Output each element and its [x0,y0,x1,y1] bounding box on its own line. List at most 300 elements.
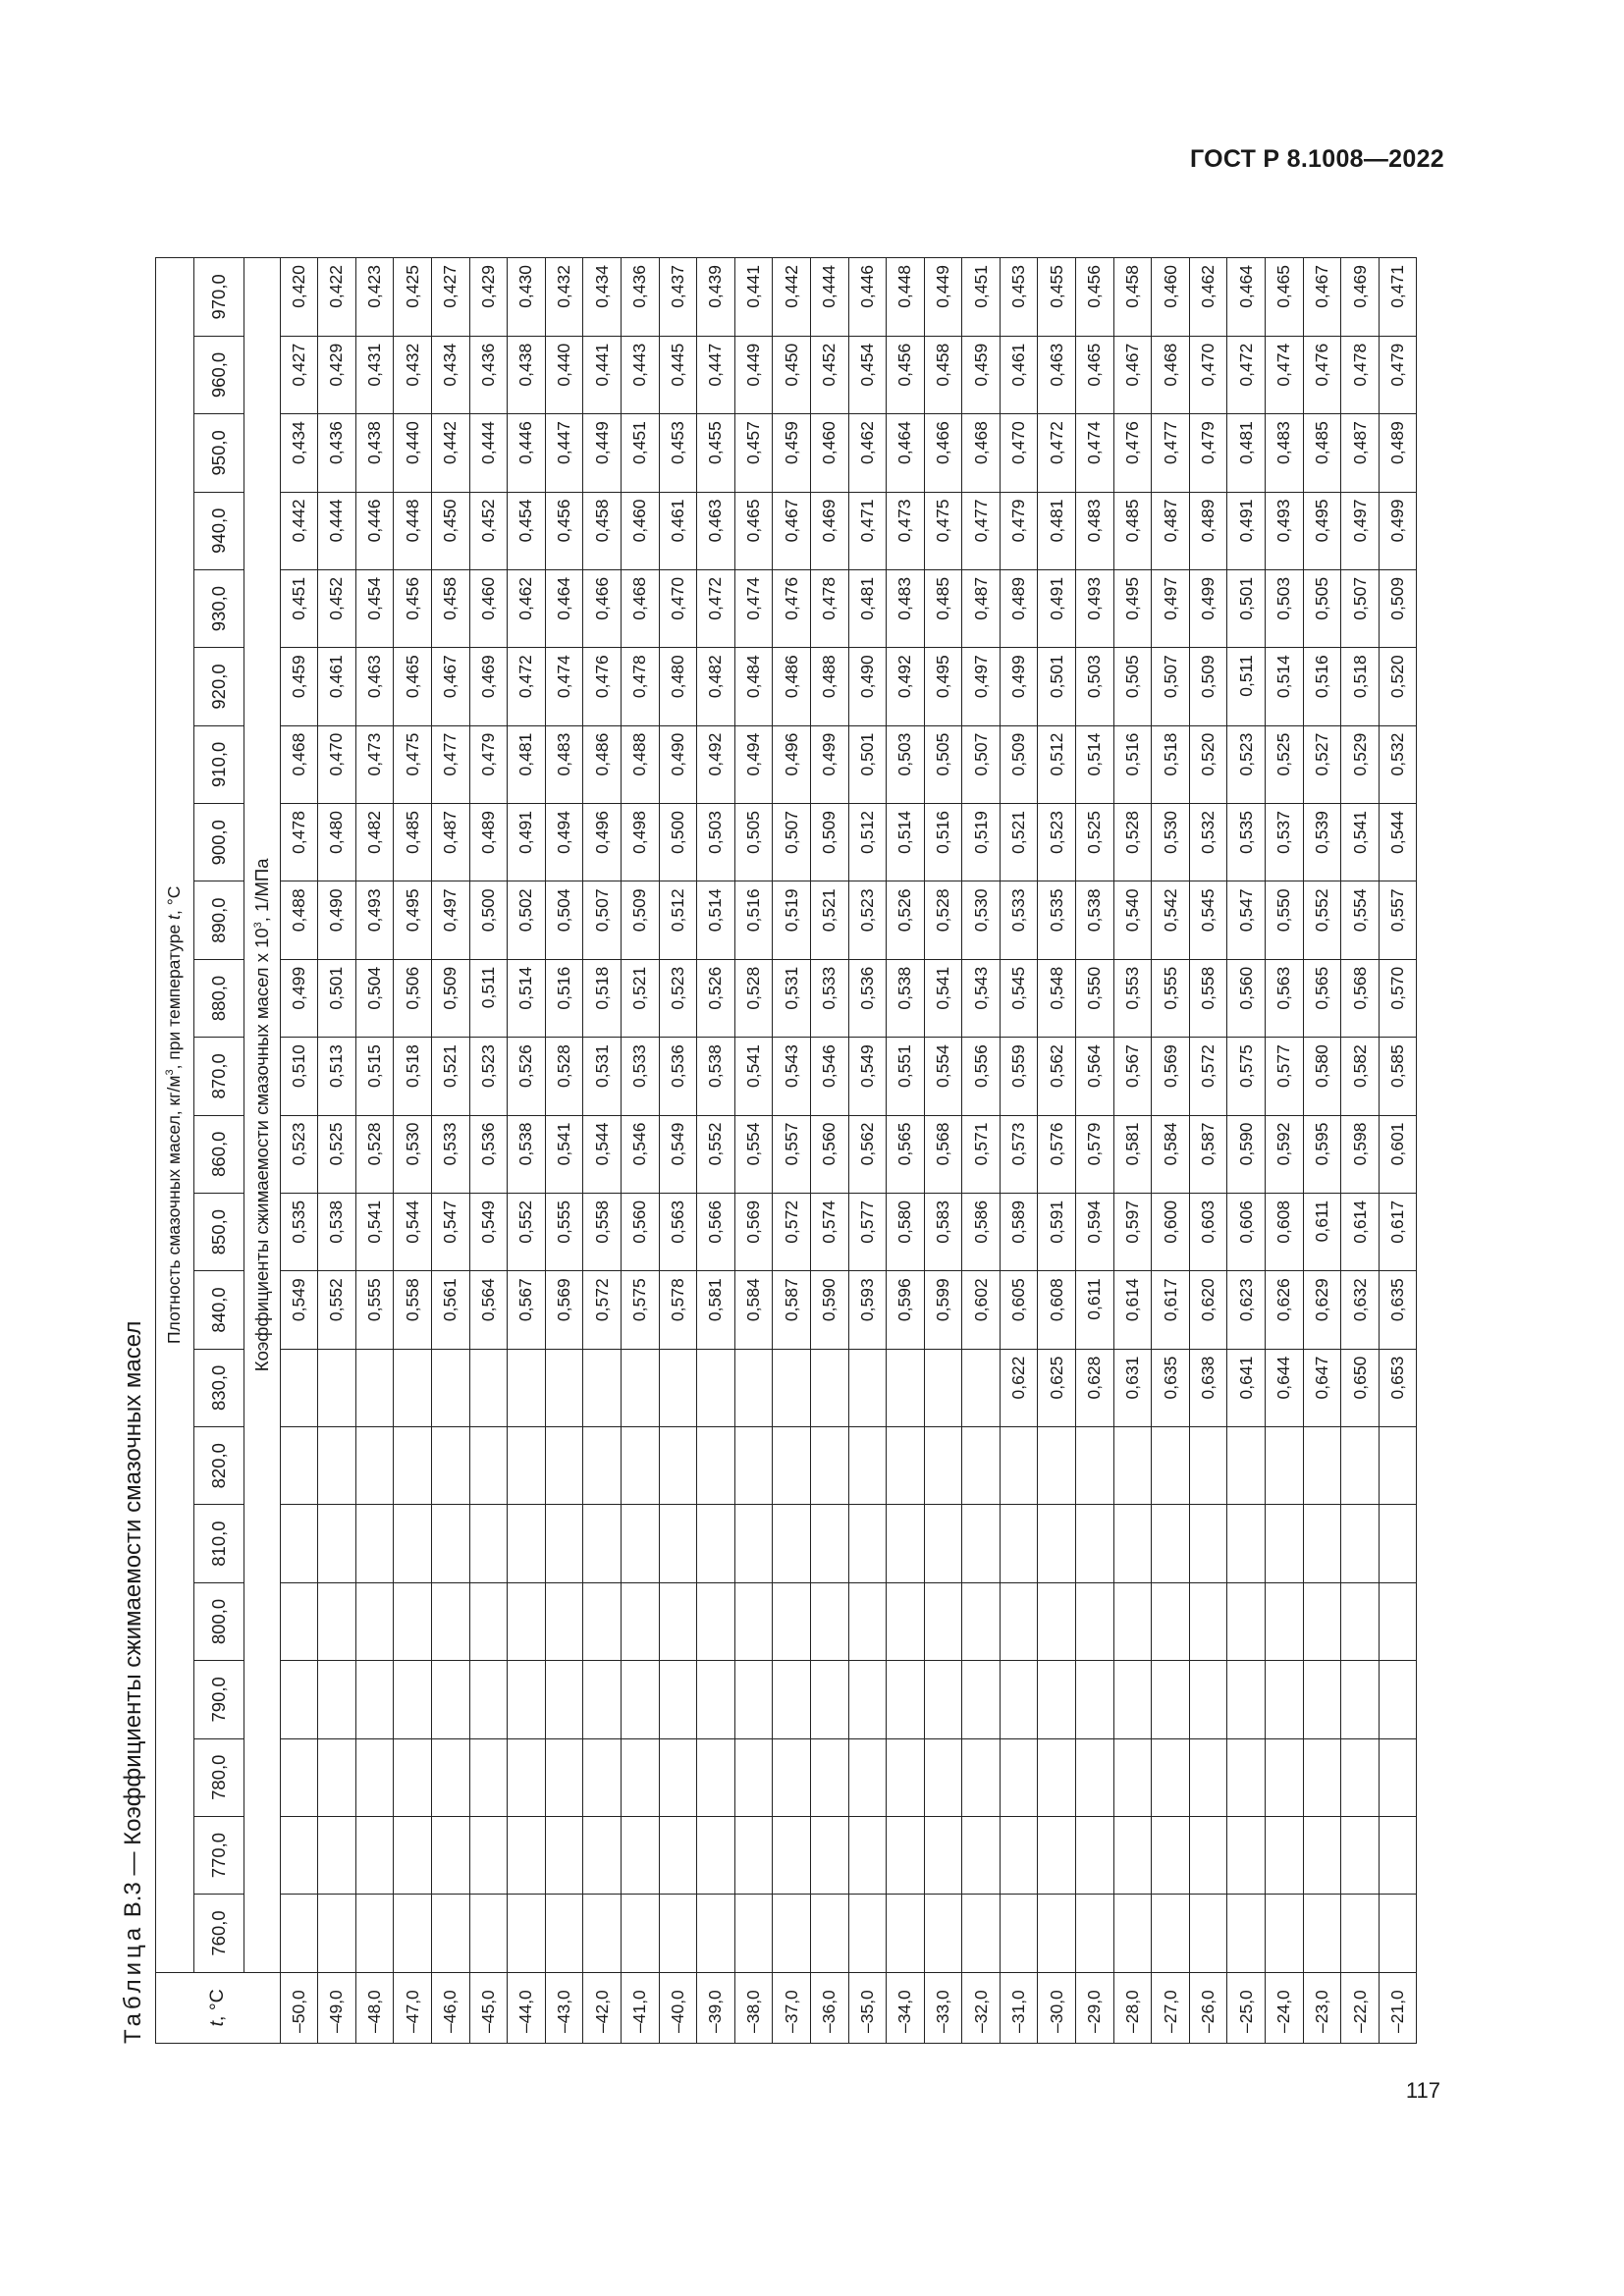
coefficient-cell: 0,585 [1379,1038,1417,1115]
coefficient-cell: 0,549 [659,1115,697,1193]
coefficient-cell: 0,509 [1189,648,1227,725]
coefficient-cell: 0,526 [508,1038,546,1115]
coefficient-cell: 0,502 [508,881,546,959]
coefficient-cell [848,1816,887,1894]
coefficient-cell: 0,466 [583,569,622,647]
coefficient-cell [1000,1738,1038,1816]
coefficient-cell [659,1895,697,1972]
coefficient-cell: 0,460 [469,569,508,647]
coefficient-cell: 0,641 [1227,1349,1266,1426]
coefficient-cell: 0,545 [1000,959,1038,1037]
page-number: 117 [1405,2078,1440,2103]
temperature-cell: –42,0 [583,1972,622,2043]
temperature-cell: –37,0 [773,1972,811,2043]
coefficient-cell: 0,464 [1227,258,1266,337]
table-row [1227,258,1266,2044]
coefficient-cell: 0,510 [280,1038,318,1115]
coefficient-cell: 0,460 [621,492,659,569]
coefficient-cell [1000,1582,1038,1660]
coefficient-cell: 0,507 [1341,569,1380,647]
coefficient-cell [318,1349,356,1426]
coefficient-cell: 0,523 [848,881,887,959]
table-row [545,258,583,2044]
coefficient-cell [355,1816,394,1894]
coefficient-cell: 0,569 [734,1193,773,1270]
coefficient-cell [773,1738,811,1816]
coefficient-cell [621,1895,659,1972]
coefficient-cell: 0,509 [1000,725,1038,803]
coefficient-cell: 0,509 [810,804,848,881]
temperature-cell: –23,0 [1303,1972,1341,2043]
table-row [508,258,546,2044]
coefficient-cell: 0,558 [1189,959,1227,1037]
coefficient-cell: 0,454 [355,569,394,647]
coefficient-cell: 0,566 [697,1193,735,1270]
header-row-coeff [244,258,280,2044]
coefficient-cell: 0,427 [280,336,318,413]
coefficient-cell: 0,491 [1038,569,1076,647]
coefficient-cell [469,1738,508,1816]
coefficient-cell: 0,471 [1379,258,1417,337]
coefficient-cell: 0,564 [1076,1038,1114,1115]
coefficient-cell: 0,479 [1379,336,1417,413]
coefficient-cell [1341,1738,1380,1816]
coefficient-cell: 0,531 [773,959,811,1037]
coefficient-cell: 0,554 [734,1115,773,1193]
coefficient-cell: 0,488 [280,881,318,959]
coefficient-cell: 0,595 [1303,1115,1341,1193]
coefficient-cell: 0,564 [469,1271,508,1349]
coefficient-cell [697,1582,735,1660]
coefficient-cell: 0,452 [810,336,848,413]
coefficient-cell: 0,487 [1341,414,1380,492]
coefficient-cell: 0,518 [1341,648,1380,725]
coefficient-cell: 0,535 [1038,881,1076,959]
coefficient-cell: 0,468 [1152,336,1190,413]
coefficient-cell [621,1816,659,1894]
coefficient-cell: 0,457 [734,414,773,492]
table-row [621,258,659,2044]
coefficient-cell: 0,526 [697,959,735,1037]
coefficient-cell: 0,450 [431,492,469,569]
coefficient-cell [1038,1738,1076,1816]
table-row [962,258,1001,2044]
coefficient-cell: 0,592 [1266,1115,1304,1193]
coefficient-cell: 0,495 [394,881,432,959]
coefficient-cell: 0,444 [469,414,508,492]
coefficient-cell: 0,442 [773,258,811,337]
coefficient-cell: 0,540 [1113,881,1152,959]
coefficient-cell [924,1895,962,1972]
coefficient-cell [469,1427,508,1505]
coefficient-cell: 0,441 [734,258,773,337]
temperature-cell: –39,0 [697,1972,735,2043]
coefficient-cell: 0,538 [887,959,925,1037]
coefficient-cell [848,1349,887,1426]
coefficient-cell [734,1349,773,1426]
coefficient-cell [848,1738,887,1816]
temperature-cell: –22,0 [1341,1972,1380,2043]
coefficient-cell: 0,495 [1113,569,1152,647]
coefficient-cell: 0,547 [1227,881,1266,959]
coefficient-cell [355,1427,394,1505]
coefficient-cell [431,1427,469,1505]
coefficient-cell: 0,463 [1038,336,1076,413]
temperature-cell: –21,0 [1379,1972,1417,2043]
coefficient-cell: 0,497 [431,881,469,959]
coefficient-cell: 0,436 [621,258,659,337]
coefficient-cell: 0,518 [394,1038,432,1115]
coefficient-cell: 0,446 [508,414,546,492]
coefficient-cell: 0,590 [1227,1115,1266,1193]
coefficient-cell [962,1738,1001,1816]
temperature-cell: –27,0 [1152,1972,1190,2043]
coefficient-cell: 0,562 [1038,1038,1076,1115]
coefficient-cell [318,1816,356,1894]
coefficient-cell [1303,1816,1341,1894]
coefficient-cell [887,1661,925,1738]
coefficient-cell [431,1738,469,1816]
coefficient-cell: 0,514 [1076,725,1114,803]
coefficient-cell: 0,512 [1038,725,1076,803]
coefficient-cell: 0,473 [355,725,394,803]
coefficient-cell [1152,1661,1190,1738]
temperature-cell: –50,0 [280,1972,318,2043]
temperature-cell: –48,0 [355,1972,394,2043]
coefficient-cell: 0,567 [1113,1038,1152,1115]
coefficient-cell [1038,1816,1076,1894]
coefficient-cell [1303,1661,1341,1738]
coefficient-cell: 0,520 [1379,648,1417,725]
coefficient-cell: 0,477 [1152,414,1190,492]
coefficient-cell [848,1661,887,1738]
coefficient-cell: 0,472 [1038,414,1076,492]
coefficient-cell [469,1505,508,1582]
coefficient-cell: 0,442 [280,492,318,569]
coefficient-cell: 0,493 [1076,569,1114,647]
coefficient-cell [659,1427,697,1505]
coefficient-cell: 0,484 [734,648,773,725]
coefficient-cell [280,1505,318,1582]
coefficient-cell: 0,499 [1379,492,1417,569]
coefficient-cell: 0,535 [1227,804,1266,881]
coefficient-cell: 0,544 [1379,804,1417,881]
coefficient-cell: 0,532 [1379,725,1417,803]
density-7: 830,0 [193,1349,244,1426]
coefficient-cell [431,1582,469,1660]
coefficient-cell: 0,463 [697,492,735,569]
coefficient-cell: 0,503 [887,725,925,803]
coefficient-cell [1076,1661,1114,1738]
coefficient-cell [431,1816,469,1894]
coefficient-cell [1076,1738,1114,1816]
coefficient-cell: 0,590 [810,1271,848,1349]
coefficient-cell: 0,486 [773,648,811,725]
coefficient-cell: 0,430 [508,258,546,337]
coefficient-cell: 0,523 [1227,725,1266,803]
coefficient-cell: 0,512 [848,804,887,881]
coefficient-cell: 0,434 [431,336,469,413]
coefficient-cell [469,1816,508,1894]
coefficient-cell [962,1427,1001,1505]
coefficient-cell [848,1427,887,1505]
table-row [1266,258,1304,2044]
coefficient-cell: 0,464 [545,569,583,647]
coefficient-cell: 0,481 [848,569,887,647]
coefficient-cell: 0,611 [1303,1193,1341,1270]
coefficient-cell: 0,515 [355,1038,394,1115]
coefficient-cell [887,1895,925,1972]
coefficient-cell: 0,462 [848,414,887,492]
coefficient-cell [1266,1505,1304,1582]
temperature-cell: –31,0 [1000,1972,1038,2043]
coefficient-cell [773,1895,811,1972]
coefficient-cell: 0,581 [697,1271,735,1349]
coefficient-cell [848,1582,887,1660]
coefficient-cell: 0,446 [355,492,394,569]
coefficient-cell: 0,614 [1113,1271,1152,1349]
coefficient-cell: 0,434 [280,414,318,492]
coefficient-cell: 0,507 [583,881,622,959]
coefficient-cell [508,1738,546,1816]
coefficient-cell: 0,467 [431,648,469,725]
coefficient-cell: 0,528 [1113,804,1152,881]
coefficient-cell [394,1505,432,1582]
coefficient-cell: 0,462 [508,569,546,647]
coefficient-cell [1038,1582,1076,1660]
coefficient-cell [962,1349,1001,1426]
coefficient-cell: 0,493 [1266,492,1304,569]
coefficient-cell: 0,556 [962,1038,1001,1115]
coefficient-cell: 0,455 [1038,258,1076,337]
coefficient-cell: 0,543 [962,959,1001,1037]
coefficient-cell [394,1738,432,1816]
coefficient-cell: 0,530 [394,1115,432,1193]
coefficient-cell: 0,518 [1152,725,1190,803]
coefficient-cell [734,1505,773,1582]
coefficient-cell [924,1661,962,1738]
coefficient-cell: 0,516 [1113,725,1152,803]
coefficient-cell [697,1427,735,1505]
coefficient-cell: 0,644 [1266,1349,1304,1426]
coefficient-cell: 0,497 [1341,492,1380,569]
coefficient-cell: 0,444 [318,492,356,569]
coefficient-cell: 0,591 [1038,1193,1076,1270]
coefficient-cell: 0,465 [734,492,773,569]
density-19: 950,0 [193,414,244,492]
coefficient-cell [1227,1738,1266,1816]
coefficient-cell: 0,468 [962,414,1001,492]
coefficient-cell: 0,504 [355,959,394,1037]
temperature-cell: –30,0 [1038,1972,1076,2043]
coefficient-cell: 0,528 [355,1115,394,1193]
coefficient-cell: 0,571 [962,1115,1001,1193]
coefficient-cell: 0,581 [1113,1115,1152,1193]
coefficient-cell: 0,543 [773,1038,811,1115]
coefficient-cell: 0,447 [545,414,583,492]
coefficient-cell [583,1895,622,1972]
coefficient-cell: 0,519 [962,804,1001,881]
coefficient-cell [1227,1895,1266,1972]
coefficient-cell [773,1816,811,1894]
coefficient-cell: 0,434 [583,258,622,337]
coefficient-cell: 0,622 [1000,1349,1038,1426]
coefficient-cell: 0,509 [621,881,659,959]
coefficient-cell: 0,536 [469,1115,508,1193]
coefficient-cell: 0,650 [1341,1349,1380,1426]
coefficient-cell [697,1505,735,1582]
coefficient-cell: 0,516 [734,881,773,959]
coefficient-cell: 0,504 [545,881,583,959]
coefficient-cell [280,1349,318,1426]
coefficient-cell: 0,549 [280,1271,318,1349]
coefficient-cell: 0,582 [1341,1038,1380,1115]
coefficient-cell: 0,485 [1303,414,1341,492]
coefficient-cell [394,1582,432,1660]
temperature-cell: –33,0 [924,1972,962,2043]
coefficient-cell: 0,528 [924,881,962,959]
coefficient-cell: 0,487 [1152,492,1190,569]
coefficient-cell [1379,1738,1417,1816]
coefficient-cell: 0,521 [810,881,848,959]
temperature-cell: –34,0 [887,1972,925,2043]
coefficient-cell [583,1816,622,1894]
coeff-caption: Коэффициенты сжимаемости смазочных масел х $10^3$, 1/МПа [244,258,280,1973]
coefficient-cell [318,1505,356,1582]
coefficient-cell: 0,541 [545,1115,583,1193]
coefficient-cell: 0,575 [621,1271,659,1349]
coefficient-cell [1379,1505,1417,1582]
coefficient-cell: 0,488 [810,648,848,725]
coefficient-cell: 0,528 [734,959,773,1037]
table-row [1152,258,1190,2044]
density-0: 760,0 [193,1895,244,1972]
header-row-density [156,258,194,2044]
coefficient-cell [659,1582,697,1660]
coefficient-cell: 0,485 [394,804,432,881]
coefficient-cell: 0,449 [734,336,773,413]
temperature-cell: –43,0 [545,1972,583,2043]
coefficient-cell: 0,647 [1303,1349,1341,1426]
coefficient-cell [1113,1738,1152,1816]
coefficient-cell: 0,476 [773,569,811,647]
coefficient-cell: 0,577 [848,1193,887,1270]
coefficient-cell [697,1738,735,1816]
coefficient-cell: 0,495 [924,648,962,725]
coefficient-cell [394,1427,432,1505]
coefficient-cell [659,1349,697,1426]
density-3: 790,0 [193,1661,244,1738]
coefficient-cell [1341,1582,1380,1660]
temperature-cell: –44,0 [508,1972,546,2043]
rotated-table-block [111,257,1466,2044]
coefficient-cell: 0,563 [659,1193,697,1270]
coefficient-cell: 0,440 [394,414,432,492]
coefficient-cell [431,1661,469,1738]
coefficient-cell: 0,521 [431,1038,469,1115]
coefficient-cell [508,1661,546,1738]
coefficient-cell [1379,1661,1417,1738]
coefficient-cell: 0,469 [810,492,848,569]
density-16: 920,0 [193,648,244,725]
table-row [1076,258,1114,2044]
coefficient-cell: 0,452 [469,492,508,569]
coefficient-cell [545,1816,583,1894]
coefficient-cell: 0,567 [508,1271,546,1349]
coefficient-cell: 0,587 [773,1271,811,1349]
coefficient-cell [734,1661,773,1738]
coefficient-cell: 0,514 [1266,648,1304,725]
coefficient-cell [773,1427,811,1505]
coefficient-cell [962,1661,1001,1738]
coefficient-cell: 0,490 [848,648,887,725]
coefficient-cell [1152,1505,1190,1582]
coefficient-cell [773,1349,811,1426]
coefficient-cell: 0,493 [355,881,394,959]
coefficient-cell: 0,507 [962,725,1001,803]
coefficient-cell: 0,521 [1000,804,1038,881]
coefficient-cell: 0,519 [773,881,811,959]
coefficient-cell: 0,625 [1038,1349,1076,1426]
coefficient-cell: 0,478 [1341,336,1380,413]
coefficient-cell [621,1427,659,1505]
coefficient-cell: 0,533 [1000,881,1038,959]
coefficient-cell [583,1582,622,1660]
coefficient-cell: 0,456 [887,336,925,413]
coefficient-cell: 0,454 [848,336,887,413]
density-20: 960,0 [193,336,244,413]
coefficient-cell: 0,458 [583,492,622,569]
coefficient-cell [697,1349,735,1426]
coefficient-cell: 0,503 [1266,569,1304,647]
coefficient-cell [697,1816,735,1894]
coefficient-cell [734,1582,773,1660]
temperature-cell: –36,0 [810,1972,848,2043]
coefficient-cell: 0,481 [1227,414,1266,492]
coefficient-cell: 0,606 [1227,1193,1266,1270]
coefficient-cell: 0,623 [1227,1271,1266,1349]
coefficient-cell [1000,1895,1038,1972]
coefficient-cell: 0,432 [545,258,583,337]
coefficient-cell: 0,473 [887,492,925,569]
coefficient-cell: 0,501 [848,725,887,803]
coefficient-cell: 0,460 [1152,258,1190,337]
coefficient-cell: 0,450 [773,336,811,413]
coefficient-cell: 0,505 [1303,569,1341,647]
coefficient-cell: 0,544 [394,1193,432,1270]
coefficient-cell: 0,580 [1303,1038,1341,1115]
coefficient-cell [1341,1427,1380,1505]
coefficient-cell: 0,523 [469,1038,508,1115]
coefficient-cell: 0,542 [1152,881,1190,959]
coefficient-cell [621,1349,659,1426]
coefficient-cell [508,1582,546,1660]
coefficient-cell: 0,550 [1076,959,1114,1037]
coefficient-cell [583,1661,622,1738]
coefficient-cell: 0,541 [355,1193,394,1270]
coefficient-cell: 0,516 [1303,648,1341,725]
coefficient-cell: 0,437 [659,258,697,337]
coefficient-cell [1076,1427,1114,1505]
coefficient-cell: 0,501 [1227,569,1266,647]
coefficient-cell: 0,498 [621,804,659,881]
coefficient-cell [583,1427,622,1505]
coefficient-cell: 0,466 [924,414,962,492]
document-code: ГОСТ Р 8.1008—2022 [1189,145,1444,173]
coefficient-cell: 0,580 [887,1193,925,1270]
coefficient-cell: 0,538 [318,1193,356,1270]
coefficient-cell: 0,483 [1266,414,1304,492]
